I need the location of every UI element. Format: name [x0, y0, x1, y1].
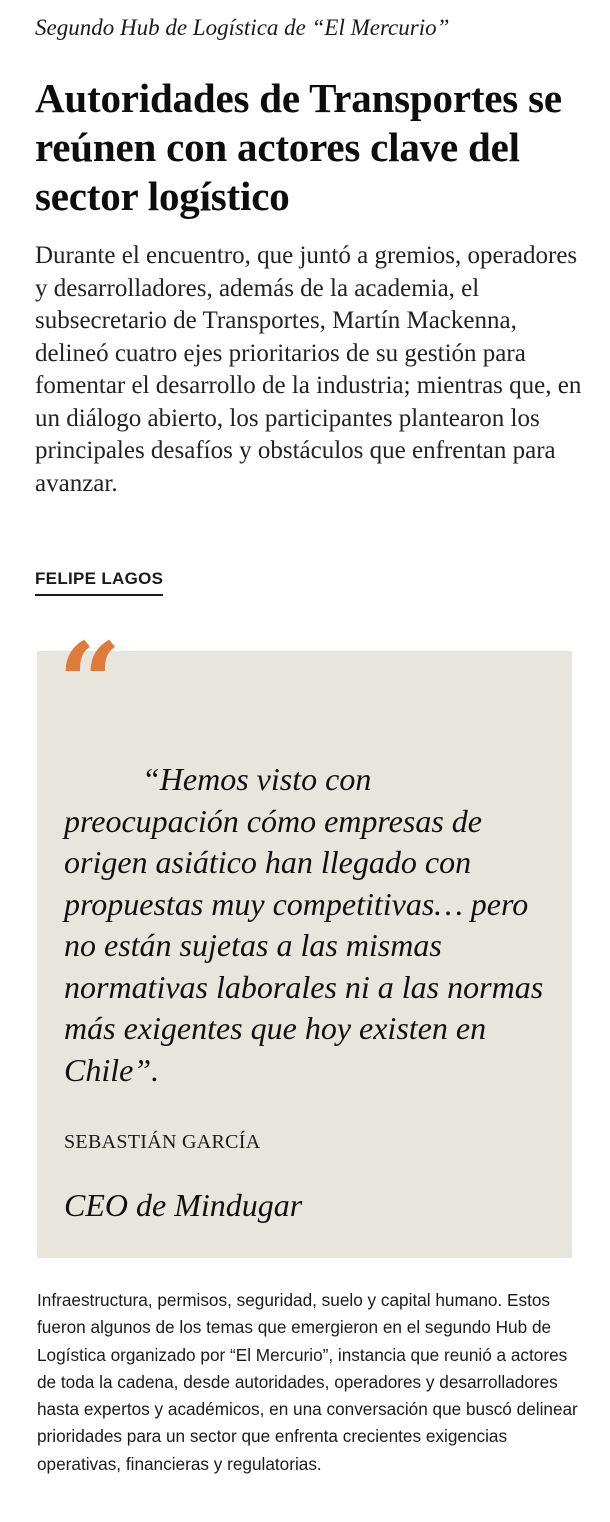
quote-mark-icon: “: [58, 618, 122, 747]
article-kicker: Segundo Hub de Logística de “El Mercurio”: [35, 15, 450, 40]
pull-quote-author-role: CEO de Mindugar: [64, 1187, 303, 1223]
pull-quote-author: SEBASTIÁN GARCÍA: [64, 1131, 261, 1153]
pull-quote-text: “Hemos visto con preocupación cómo empresas de origen asiático han llegado con propuestas muy competitivas… pero no están sujetas a las mismas normativas laborales ni a las normas más exigentes que hoy existen en Chile”.: [64, 761, 544, 1088]
author-byline-link[interactable]: FELIPE LAGOS: [35, 568, 163, 596]
article-headline: Autoridades de Transportes se reúnen con actores clave del sector logístico: [35, 75, 562, 219]
article-body-paragraph: Infraestructura, permisos, seguridad, suelo y capital humano. Estos fueron algunos de los temas que emergieron en el segundo Hub de Logística organizado por “El Mercurio”, instancia que reunió a actores de toda la cadena, desde autoridades, operadores y desarrolladores hasta expertos y académicos, en una conversación que buscó delinear prioridades para un sector que enfrenta crecientes exigencias operativas, financieras y regulatorias.: [37, 1290, 578, 1474]
article-lead: Durante el encuentro, que juntó a gremios, operadores y desarrolladores, además de la academia, el subsecretario de Transportes, Martín Mackenna, delineó cuatro ejes prioritarios de su gestión para fomentar el desarrollo de la industria; mientras que, en un diálogo abierto, los participantes plantearon los principales desafíos y obstáculos que enfrentan para avanzar.: [35, 242, 582, 497]
